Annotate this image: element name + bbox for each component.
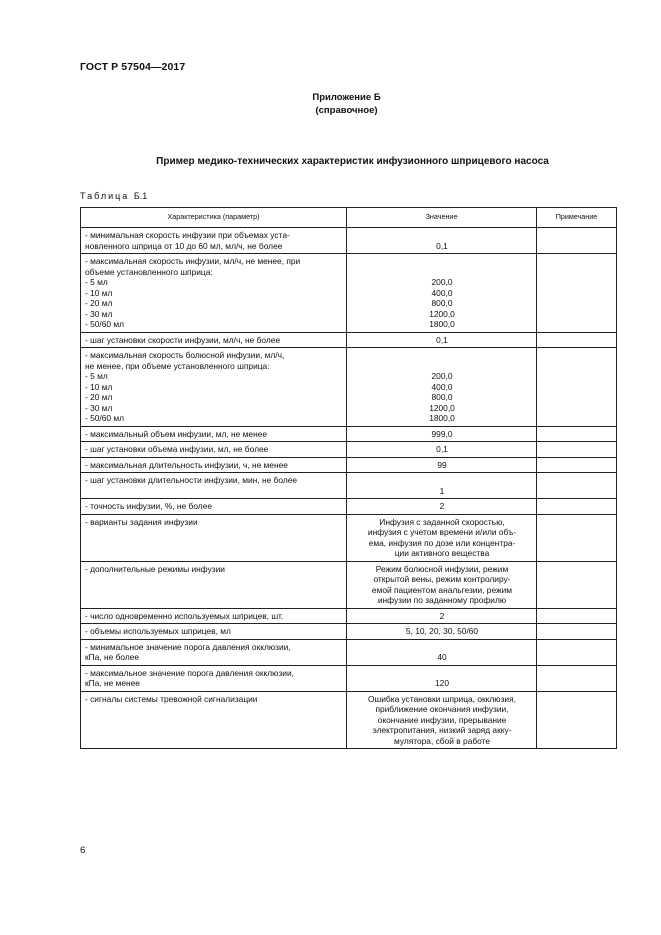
value-cell [347,514,537,561]
value-cell [347,691,537,749]
parameter-line: - шаг установки длительности инфузии, мин, не более [85,475,298,485]
parameter-line: - 30 мл [85,308,113,319]
value-cell [347,442,537,458]
table-row [81,561,617,608]
column-header-note: Примечание [537,208,617,228]
parameter-line: - шаг установки объема инфузии, мл, не более [85,444,269,454]
parameter-cell [81,639,347,665]
note-cell [537,514,617,561]
value-cell [347,426,537,442]
parameter-line: - 20 мл [85,392,113,402]
parameter-cell [81,499,347,515]
value-line: 200,0 [431,371,453,381]
value-line: 0,1 [436,334,448,345]
table-row [81,228,617,254]
note-cell [537,457,617,473]
value-line: емой пациентом анальгезии, режим [371,584,513,595]
parameter-line: - 20 мл [85,298,113,308]
note-cell [537,228,617,254]
column-header-value: Значение [347,208,537,228]
table-label [80,191,147,201]
parameter-line: - 10 мл [85,381,113,392]
value-cell [347,639,537,665]
table-label-number: Б.1 [133,191,148,201]
table-row [81,691,617,749]
standard-number: ГОСТ Р 57504—2017 [80,61,186,73]
value-line: 2 [439,610,445,621]
parameter-cell [81,442,347,458]
table-body [81,228,617,749]
parameter-cell [81,473,347,499]
parameter-line: - число одновременно используемых шприцев, шт. [85,610,284,621]
table-row [81,442,617,458]
parameter-line: - максимальное значение порога давления окклюзии, [85,667,294,678]
value-cell [347,332,537,348]
table-row [81,457,617,473]
table-row [81,665,617,691]
value-line: 400,0 [431,381,453,392]
parameter-cell [81,228,347,254]
value-line: ции активного вещества [394,548,490,558]
table-row [81,608,617,624]
parameter-cell [81,561,347,608]
page-number: 6 [80,845,86,856]
parameter-line: - 5 мл [85,371,108,381]
value-cell [347,348,537,427]
note-cell [537,691,617,749]
parameter-line: - объемы используемых шприцев, мл [85,626,231,636]
characteristics-table [80,207,617,749]
value-line: Инфузия с заданной скоростью, [379,516,505,527]
note-cell [537,499,617,515]
value-line: электропитания, низкий заряд акку- [372,725,512,735]
appendix-heading [0,91,661,117]
note-cell [537,665,617,691]
value-cell [347,473,537,499]
value-cell [347,457,537,473]
parameter-line [85,486,343,497]
table-row [81,473,617,499]
parameter-line: не менее, при объеме установленного шприца: [85,360,270,371]
parameter-line: - максимальная длительность инфузии, ч, не менее [85,459,288,470]
parameter-cell [81,254,347,333]
parameter-cell [81,348,347,427]
parameter-cell [81,691,347,749]
table-row [81,254,617,333]
value-cell [347,561,537,608]
value-cell [347,608,537,624]
note-cell [537,332,617,348]
parameter-line: - 10 мл [85,287,113,298]
note-cell [537,608,617,624]
note-cell [537,348,617,427]
appendix-subtitle: (справочное) [315,105,378,116]
parameter-cell [81,457,347,473]
value-line: 120 [435,678,449,688]
value-line: инфузии по заданному профилю [377,595,507,605]
note-cell [537,442,617,458]
value-line: 800,0 [431,298,453,308]
parameter-line: - варианты задания инфузии [85,516,198,527]
note-cell [537,473,617,499]
parameter-cell [81,514,347,561]
table-row [81,332,617,348]
parameter-line: - дополнительные режимы инфузии [85,563,225,574]
parameter-cell [81,665,347,691]
parameter-cell [81,624,347,640]
value-line: 200,0 [431,277,453,287]
parameter-line: - 5 мл [85,277,108,287]
parameter-line: - 50/60 мл [85,413,125,423]
value-line: мулятора, сбой в работе [393,735,491,746]
parameter-line: - минимальное значение порога давления окклюзии, [85,641,291,652]
value-line: 400,0 [431,287,453,298]
value-line: 2 [439,501,445,511]
value-line: инфузия с учетом времени и/или объ- [367,527,517,537]
parameter-line: - 30 мл [85,402,113,413]
value-line: приближение окончания инфузии, [375,704,509,714]
parameter-line: - максимальная скорость болюсной инфузии, мл/ч, [85,350,285,360]
value-line: 1800,0 [429,413,455,423]
parameter-line: - сигналы системы тревожной сигнализации [85,693,258,704]
column-header-parameter: Характеристика (параметр) [81,208,347,228]
value-cell [347,499,537,515]
value-line: 1 [439,485,445,496]
value-line: 1200,0 [429,402,455,413]
parameter-line: - шаг установки скорости инфузии, мл/ч, не более [85,334,281,345]
value-line: Режим болюсной инфузии, режим [375,563,509,574]
parameter-line: - максимальный объем инфузии, мл, не менее [85,428,268,439]
parameter-line: объеме установленного шприца: [85,266,213,277]
table-row [81,514,617,561]
value-line: 40 [437,652,447,662]
parameter-line: - минимальная скорость инфузии при объемах уста- [85,230,290,240]
value-line: 5, 10, 20, 30, 50/60 [405,626,479,636]
appendix-title: Приложение Б [312,92,381,103]
value-line: 0,1 [436,240,448,251]
table-row [81,348,617,427]
parameter-line: - 50/60 мл [85,319,125,329]
note-cell [537,624,617,640]
parameter-line: новленного шприца от 10 до 60 мл, мл/ч, не более [85,240,283,251]
table-row [81,426,617,442]
parameter-cell [81,608,347,624]
value-cell [347,624,537,640]
value-line: 800,0 [431,392,453,402]
value-line: 1200,0 [429,308,455,319]
value-line: 0,1 [436,444,448,454]
parameter-line: - точность инфузии, %, не более [85,501,213,511]
value-cell [347,228,537,254]
value-line: окончание инфузии, прерывание [377,714,507,725]
value-line: открытой вены, режим контролиру- [373,574,511,584]
table-row [81,624,617,640]
value-line: ема, инфузия по дозе или концентра- [368,537,516,548]
parameter-line: кПа, не менее [85,678,140,688]
parameter-line: кПа, не более [85,652,140,662]
table-row [81,499,617,515]
table-label-word: Таблица [80,191,130,201]
value-cell [347,254,537,333]
table-header-row [81,208,617,228]
note-cell [537,254,617,333]
note-cell [537,426,617,442]
document-title: Пример медико-технических характеристик инфузионного шприцевого насоса [156,156,549,167]
value-line: 99 [437,459,447,470]
parameter-cell [81,426,347,442]
parameter-cell [81,332,347,348]
note-cell [537,561,617,608]
note-cell [537,639,617,665]
value-line: 1800,0 [429,319,455,329]
value-line: Ошибка установки шприца, окклюзия, [368,693,516,704]
parameter-line: - максимальная скорость инфузии, мл/ч, не менее, при [85,256,301,266]
table-row [81,639,617,665]
value-line: 999,0 [431,428,453,439]
value-cell [347,665,537,691]
